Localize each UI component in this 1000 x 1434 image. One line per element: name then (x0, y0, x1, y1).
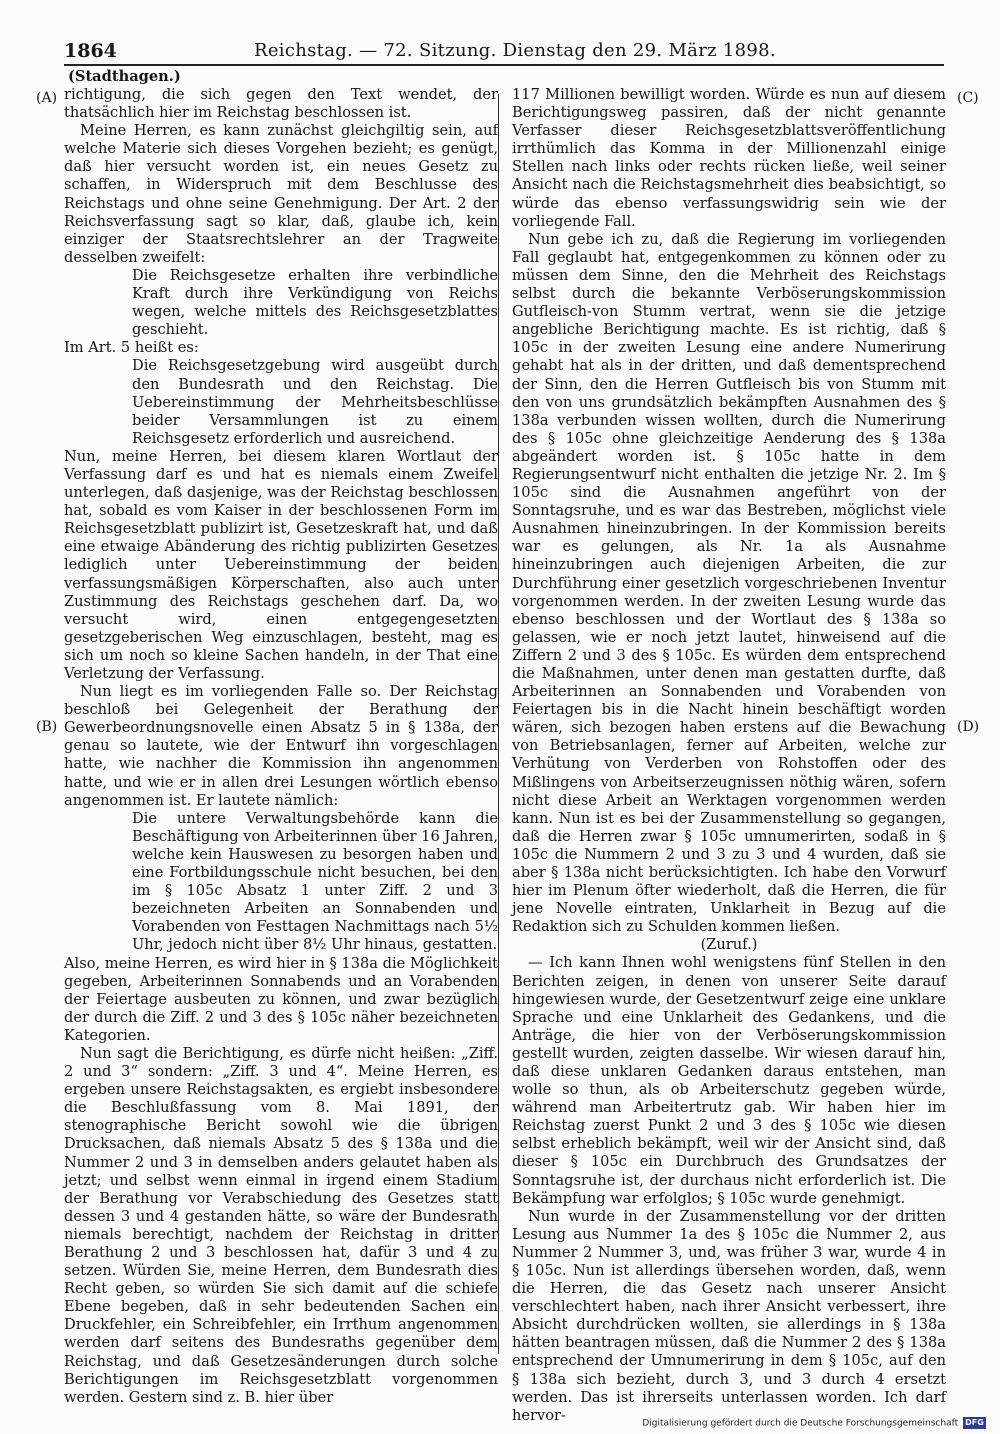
paragraph: Also, meine Herren, es wird hier in § 138a die Möglichkeit gegeben, Arbeiterinnen Sonnabends und an Vorabenden der Feiertage ausbeuten zu können, und zwar bezüglich der durch die Ziff. 2 und 3 des § 105c näher bezeichneten Kategorien. (64, 954, 498, 1044)
paragraph: Nun gebe ich zu, daß die Regierung im vorliegenden Fall geglaubt hat, entgegenkommen zu können oder zu müssen dem Sinne, den die Mehrheit des Reichstags selbst durch die bekannte Verböserungskommission Gutfleisch-von Stumm vertrat, wenn sie die jetzige angebliche Berichtigung machte. Es ist richtig, daß § 105c in der zweiten Lesung eine andere Numerirung gehabt hat als in der dritten, und daß dementsprechend der Sinn, den die Herren Gutfleisch bis von Stumm mit den von uns grundsätzlich bekämpften Ausnahmen des § 138a verbunden wissen wollten, durch die Numerirung des § 105c ohne gleichzeitige Aenderung des § 138a abgeändert worden ist. § 105c hatte in dem Regierungsentwurf nicht enthalten die jetzige Nr. 2. Im § 105c sind die Ausnahmen angeführt von der Sonntagsruhe, und es war das Bestreben, möglichst viele Ausnahmen hineinzubringen. In der Kommission bereits war es gelungen, als Nr. 1a als Ausnahme hineinzubringen auch diejenigen Arbeiten, die zur Durchführung einer gesetzlich vorgeschriebenen Inventur vorgenommen werden. In der zweiten Lesung wurde das ebenso beschlossen und der Wortlaut des § 138a so gelassen, wie er noch jetzt lautet, hinweisend auf die Ziffern 2 und 3 des § 105c. Es würden dem entsprechend die Maßnahmen, unter denen man gestatten durfte, daß Arbeiterinnen an Sonnabenden und Vorabenden von Feiertagen bis in die Nacht hinein beschäftigt worden wären, sich bezogen haben erstens auf die Bewachung von Betriebsanlagen, ferner auf Arbeiten, welche zur Verhütung von Verderben von Rohstoffen oder des Mißlingens von Arbeitserzeugnissen nöthig wären, sofern nicht diese Arbeit an Werktagen vorgenommen werden kann. Nun ist es bei der Zusammenstellung so gegangen, daß die Herren zwar § 105c umnumerirten, sodaß in § 105c die Nummern 2 und 3 zu 3 und 4 wurden, daß sie aber § 138a nicht berücksichtigten. Ich habe den Vorwurf hier im Plenum öfter wiederholt, daß die Herren, die für jene Novelle eintraten, Unklarheit in Bezug auf die Redaktion sich zu Schulden kommen ließen. (512, 230, 946, 936)
paragraph: Im Art. 5 heißt es: (64, 339, 199, 357)
paragraph: Nun liegt es im vorliegenden Falle so. Der Reichstag beschloß bei Gelegenheit der Berathung der Gewerbeordnungsnovelle einen Absatz 5 in § 138a, der genau so lautete, wie der Entwurf ihn vorgeschlagen hatte, wie nachher die Kommission ihn angenommen hatte, und wie er in allen drei Lesungen wörtlich ebenso angenommen ist. Er lautete nämlich: (64, 683, 498, 809)
paragraph: — Ich kann Ihnen wohl wenigstens fünf Stellen in den Berichten zeigen, in denen von unserer Seite darauf hingewiesen wurde, der Gesetzentwurf zeige eine unklare Sprache und eine Unklarheit des Gedankens, und die Anträge, die hier von der Verböserungskommission gestellt wurden, zeigten dasselbe. Wir wiesen darauf hin, daß diese unklaren Gedanken daraus entstehen, man wolle so thun, als ob Arbeiterschutz gegeben würde, während man Arbeitertrutz gab. Wir haben hier im Reichstag zuerst Punkt 2 und 3 des § 105c wie diesen selbst erheblich bekämpft, weil wir der Ansicht sind, daß dieser § 105c ein Durchbruch des Grundsatzes der Sonntagsruhe ist, der durchaus nicht erforderlich ist. Die Bekämpfung war erfolglos; § 105c wurde genehmigt. (512, 954, 946, 1207)
quoted-law-text: Die Reichsgesetze erhalten ihre verbindliche Kraft durch ihre Verkündigung von Reichs wegen, welche mittels des Reichsgesetzblattes geschieht. (132, 266, 498, 339)
paragraph: 117 Millionen bewilligt worden. Würde es nun auf diesem Berichtigungsweg passiren, daß der nicht genannte Verfasser dieser Reichsgesetzblattsveröffentlichung irrthümlich das Komma in der Millionenzahl einige Stellen nach links oder rechts rücken ließe, weil seiner Ansicht nach die Reichstagsmehrheit dies beabsichtigt, so würde das ebenso verfassungswidrig sein wie der vorliegende Fall. (512, 86, 946, 230)
speaker-name: (Stadthagen.) (68, 68, 181, 85)
quoted-law-text: Die Reichsgesetzgebung wird ausgeübt durch den Bundesrath und den Reichstag. Die Uebereinstimmung der Mehrheitsbeschlüsse beider Versammlungen ist zu einem Reichsgesetz erforderlich und ausreichend. (132, 357, 498, 447)
paragraph: Nun, meine Herren, bei diesem klaren Wortlaut der Verfassung darf es und hat es niemals einem Zweifel unterlegen, daß dasjenige, was der Reichstag beschlossen hat, sobald es vom Kaiser in der beschlossenen Form im Reichsgesetzblatt publizirt ist, Gesetzeskraft hat, und daß eine etwaige Abänderung des richtig publizirten Gesetzes lediglich unter Uebereinstimmung der beiden verfassungsmäßigen Körperschaften, also auch unter Zustimmung des Reichstags geschehen darf. Da, wo versucht wird, einen entgegengesetzten gesetzgeberischen Weg einzuschlagen, besteht, mag es sich um noch so kleine Sachen handeln, in der That eine Verletzung der Verfassung. (64, 447, 498, 682)
running-head: Reichstag. — 72. Sitzung. Dienstag den 29. März 1898. (254, 40, 776, 61)
margin-mark-d: (D) (957, 719, 980, 735)
left-column (64, 68, 498, 1407)
interjection: (Zuruf.) (700, 936, 758, 954)
dfg-logo-icon: DFG (963, 1417, 986, 1429)
paragraph: Meine Herren, es kann zunächst gleichgiltig sein, auf welche Materie sich dieses Vorgehen bezieht; es genügt, daß hier versucht worden ist, ein neues Gesetz zu schaffen, in Widerspruch mit dem Beschlusse des Reichstags und ohne seine Genehmigung. Der Art. 2 der Reichsverfassung sagt so klar, daß, glaube ich, kein einziger der Staatsrechtslehrer an der Tragweite desselben zweifelt: (64, 122, 498, 266)
page-number: 1864 (64, 40, 117, 62)
paragraph: Nun sagt die Berichtigung, es dürfe nicht heißen: „Ziff. 2 und 3“ sondern: „Ziff. 3 und 4“. Meine Herren, es ergeben unsere Reichstagsakten, es ergiebt insbesondere die Beschlußfassung vom 8. Mai 1891, der stenographische Bericht sowohl wie die übrigen Drucksachen, daß niemals Absatz 5 des § 138a und die Nummer 2 und 3 in demselben anders gelautet haben als jetzt; und selbst wenn einmal in irgend einem Stadium der Berathung vor Verabschiedung des Gesetzes statt dessen 3 und 4 gestanden hätte, so wäre der Bundesrath niemals berechtigt, nachdem der Reichstag in dritter Berathung 2 und 3 beschlossen hat, dafür 3 und 4 zu setzen. Würden Sie, meine Herren, dem Bundesrath dies Recht geben, so würden Sie sich damit auf die schiefe Ebene begeben, daß in sehr bedeutenden Sachen ein Druckfehler, ein Schreibfehler, ein Irrthum angenommen werden darf seitens des Bundesraths gegenüber dem Reichstag, und daß Gesetzesänderungen durch solche Berichtigungen im Reichsgesetzblatt vorgenommen werden. Gestern sind z. B. hier über (64, 1044, 498, 1406)
margin-mark-c: (C) (957, 90, 979, 106)
quoted-law-text: Die untere Verwaltungsbehörde kann die Beschäftigung von Arbeiterinnen über 16 Jahren, welche kein Hauswesen zu besorgen haben und eine Fortbildungsschule nicht besuchen, bei den im § 105c Absatz 1 unter Ziff. 2 und 3 bezeichneten Arbeiten an Sonnabenden und Vorabenden von Festtagen Nachmittags nach 5½ Uhr, jedoch nicht über 8½ Uhr hinaus, gestatten. (132, 809, 498, 954)
page-header (64, 40, 944, 66)
right-column (512, 68, 946, 1425)
margin-mark-b: (B) (36, 719, 58, 735)
paragraph: Nun wurde in der Zusammenstellung vor der dritten Lesung aus Nummer 1a des § 105c die Nummer 2, aus Nummer 2 Nummer 3, und, was früher 3 war, wurde 4 in § 105c. Nun ist allerdings übersehen worden, daß, wenn die Herren, die das Gesetz nach unserer Ansicht verschlechtert haben, nach ihrer Ansicht verbessert, ihre Absicht durchdrücken wollten, sie allerdings in § 138a hätten beantragen müssen, daß die Nummer 2 des § 138a entsprechend der Umnumerirung in dem § 105c, auf den § 138a sich bezieht, durch 3, und 3 durch 4 ersetzt werden. Das ist ihrerseits unterlassen worden. Ich darf hervor- (512, 1207, 946, 1424)
digitization-credit (642, 1417, 986, 1429)
margin-mark-a: (A) (36, 90, 58, 106)
column-divider (498, 94, 499, 1354)
paragraph: richtigung, die sich gegen den Text wendet, der thatsächlich hier im Reichstag beschlossen ist. (64, 86, 498, 122)
credit-text: Digitalisierung gefördert durch die Deutsche Forschungsgemeinschaft (642, 1418, 959, 1429)
